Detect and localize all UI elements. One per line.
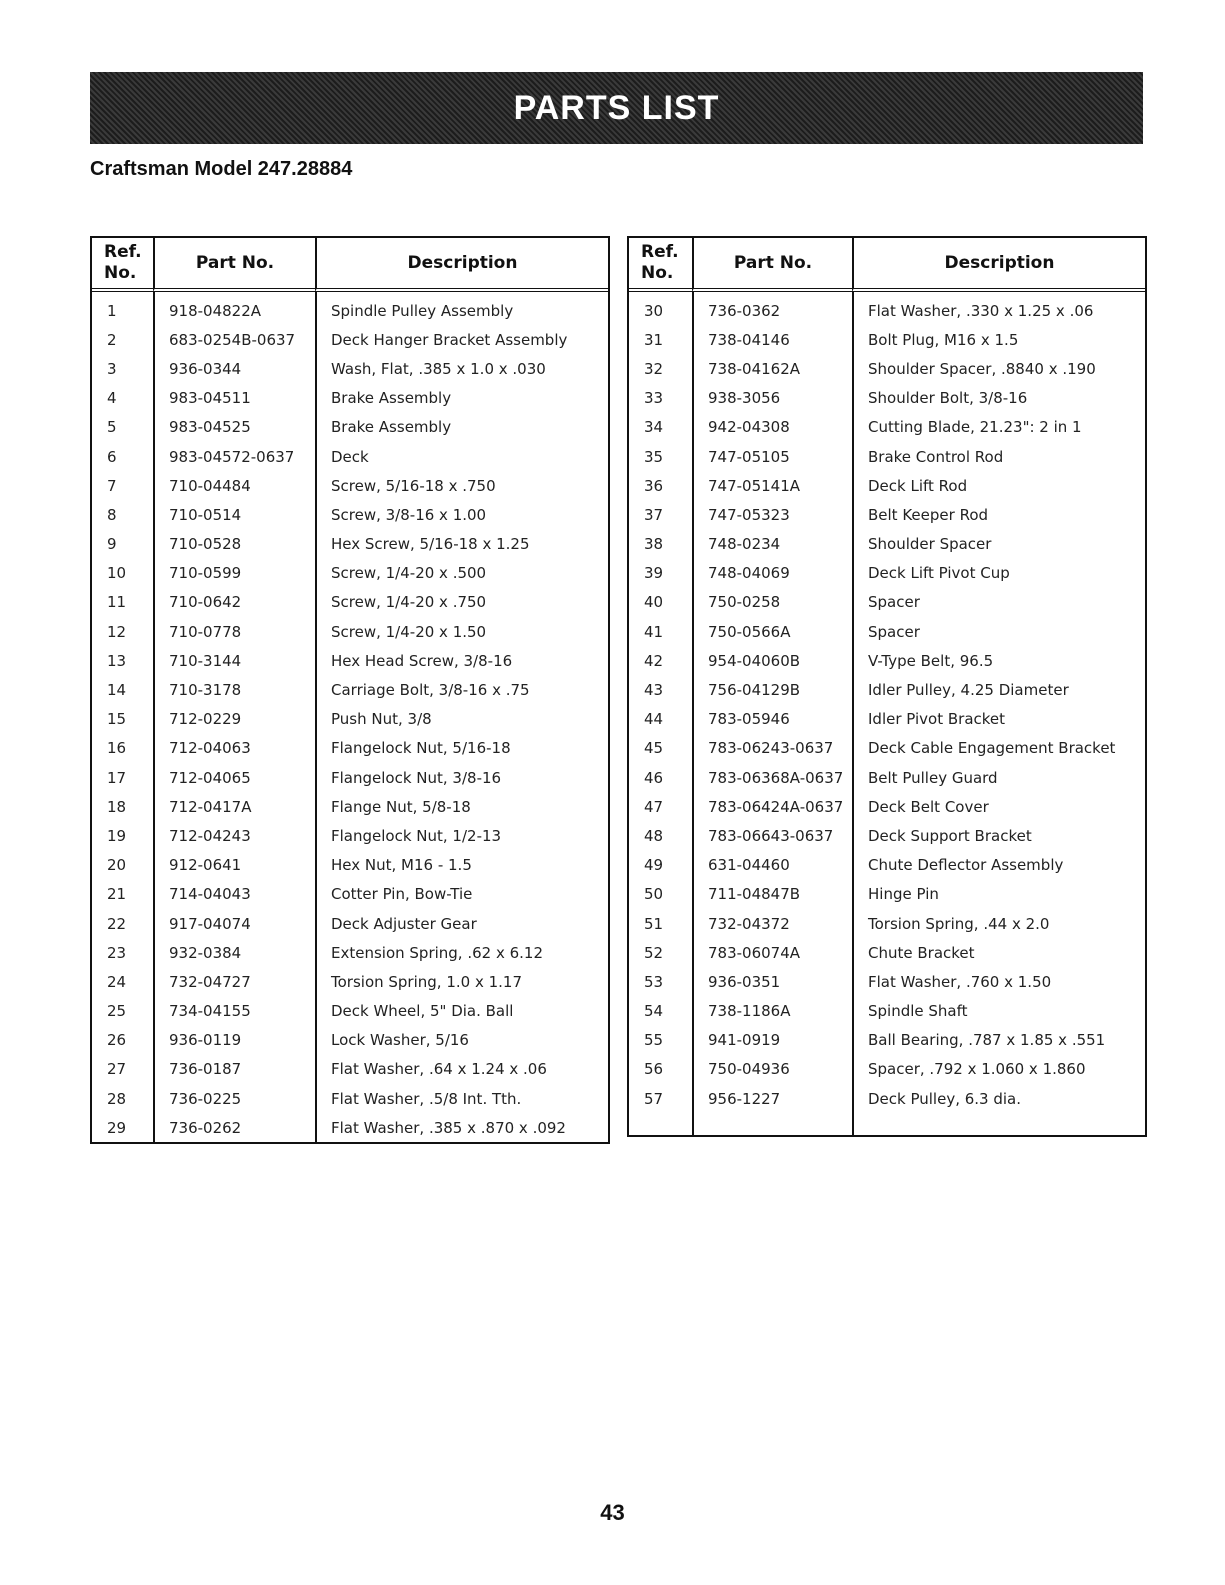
ref-no-cell: 32 bbox=[644, 359, 664, 378]
ref-no-cell: 30 bbox=[644, 301, 664, 320]
table-row bbox=[629, 763, 1145, 792]
part-no-cell: 756-04129B bbox=[692, 675, 852, 704]
description-cell: Screw, 5/16-18 x .750 bbox=[315, 471, 608, 500]
table-row bbox=[92, 880, 608, 909]
ref-no-cell: 14 bbox=[107, 681, 127, 700]
ref-no-cell: 51 bbox=[644, 914, 664, 933]
description-cell: Spacer, .792 x 1.060 x 1.860 bbox=[852, 1055, 1145, 1084]
ref-no-cell: 8 bbox=[107, 505, 117, 524]
ref-no-cell: 4 bbox=[107, 389, 117, 408]
parts-table-right bbox=[627, 236, 1147, 1137]
ref-no-cell: 39 bbox=[644, 564, 664, 583]
description-cell: Chute Bracket bbox=[852, 938, 1145, 967]
empty-row bbox=[629, 1113, 1145, 1135]
table-row bbox=[92, 851, 608, 880]
ref-no-cell: 44 bbox=[644, 710, 664, 729]
table-row bbox=[629, 997, 1145, 1026]
description-cell: Torsion Spring, .44 x 2.0 bbox=[852, 909, 1145, 938]
table-row bbox=[629, 559, 1145, 588]
ref-no-cell: 57 bbox=[644, 1089, 664, 1108]
description-cell: Hex Screw, 5/16-18 x 1.25 bbox=[315, 530, 608, 559]
ref-no-cell: 6 bbox=[107, 447, 117, 466]
description-cell: Spacer bbox=[852, 588, 1145, 617]
ref-no-cell: 55 bbox=[644, 1031, 664, 1050]
description-cell: Deck Wheel, 5" Dia. Ball bbox=[315, 997, 608, 1026]
part-no-header: Part No. bbox=[153, 238, 315, 292]
ref-no-cell: 41 bbox=[644, 622, 664, 641]
part-no-cell: 683-0254B-0637 bbox=[153, 325, 315, 354]
table-row bbox=[629, 705, 1145, 734]
part-no-cell: 748-0234 bbox=[692, 530, 852, 559]
part-no-cell: 712-0417A bbox=[153, 792, 315, 821]
description-cell: Screw, 1/4-20 x .500 bbox=[315, 559, 608, 588]
part-no-cell: 631-04460 bbox=[692, 851, 852, 880]
description-cell: Cotter Pin, Bow-Tie bbox=[315, 880, 608, 909]
ref-no-cell: 48 bbox=[644, 826, 664, 845]
part-no-cell: 710-0514 bbox=[153, 500, 315, 529]
ref-no-header bbox=[629, 238, 692, 292]
description-cell: Push Nut, 3/8 bbox=[315, 705, 608, 734]
ref-no-cell: 40 bbox=[644, 593, 664, 612]
description-cell: Deck bbox=[315, 442, 608, 471]
table-row bbox=[92, 325, 608, 354]
part-no-cell: 738-1186A bbox=[692, 997, 852, 1026]
part-no-cell: 710-0642 bbox=[153, 588, 315, 617]
part-no-cell: 750-0566A bbox=[692, 617, 852, 646]
description-cell: Belt Keeper Rod bbox=[852, 500, 1145, 529]
description-cell: Carriage Bolt, 3/8-16 x .75 bbox=[315, 675, 608, 704]
table-row bbox=[92, 675, 608, 704]
part-no-cell: 983-04525 bbox=[153, 413, 315, 442]
part-no-cell: 736-0225 bbox=[153, 1084, 315, 1113]
table-header-row bbox=[629, 238, 1145, 292]
description-cell: Deck Support Bracket bbox=[852, 821, 1145, 850]
page-number: 43 bbox=[600, 1500, 625, 1525]
description-cell: Cutting Blade, 21.23": 2 in 1 bbox=[852, 413, 1145, 442]
part-no-cell: 956-1227 bbox=[692, 1084, 852, 1113]
part-no-cell: 712-04243 bbox=[153, 821, 315, 850]
table-row bbox=[629, 500, 1145, 529]
table-row bbox=[629, 734, 1145, 763]
ref-no-cell: 53 bbox=[644, 972, 664, 991]
ref-no-cell: 29 bbox=[107, 1118, 127, 1137]
ref-no-cell: 11 bbox=[107, 593, 127, 612]
ref-no-cell: 52 bbox=[644, 943, 664, 962]
table-row bbox=[629, 646, 1145, 675]
description-cell: Hex Nut, M16 - 1.5 bbox=[315, 851, 608, 880]
parts-table-left-body bbox=[92, 292, 608, 1142]
ref-no-cell: 17 bbox=[107, 768, 127, 787]
part-no-cell: 736-0262 bbox=[153, 1113, 315, 1142]
part-no-cell: 936-0119 bbox=[153, 1026, 315, 1055]
part-no-header: Part No. bbox=[692, 238, 852, 292]
table-row bbox=[629, 909, 1145, 938]
description-cell: Torsion Spring, 1.0 x 1.17 bbox=[315, 967, 608, 996]
ref-no-cell: 56 bbox=[644, 1060, 664, 1079]
description-cell: Deck Belt Cover bbox=[852, 792, 1145, 821]
ref-no-cell: 24 bbox=[107, 972, 127, 991]
part-no-cell: 732-04727 bbox=[153, 967, 315, 996]
description-cell: Deck Lift Rod bbox=[852, 471, 1145, 500]
part-no-cell: 710-0599 bbox=[153, 559, 315, 588]
part-no-cell: 712-0229 bbox=[153, 705, 315, 734]
ref-no-cell: 20 bbox=[107, 856, 127, 875]
ref-no-cell: 10 bbox=[107, 564, 127, 583]
description-header: Description bbox=[852, 238, 1145, 292]
description-cell: Spindle Shaft bbox=[852, 997, 1145, 1026]
table-row bbox=[629, 675, 1145, 704]
table-row bbox=[92, 997, 608, 1026]
table-row bbox=[92, 530, 608, 559]
part-no-cell: 942-04308 bbox=[692, 413, 852, 442]
ref-no-cell: 18 bbox=[107, 797, 127, 816]
description-cell: Wash, Flat, .385 x 1.0 x .030 bbox=[315, 354, 608, 383]
ref-no-cell: 13 bbox=[107, 651, 127, 670]
part-no-cell: 938-3056 bbox=[692, 384, 852, 413]
part-no-cell: 748-04069 bbox=[692, 559, 852, 588]
part-no-cell: 783-06074A bbox=[692, 938, 852, 967]
ref-no-cell: 22 bbox=[107, 914, 127, 933]
table-row bbox=[92, 500, 608, 529]
banner-title: PARTS LIST bbox=[513, 88, 720, 127]
description-cell: Deck Cable Engagement Bracket bbox=[852, 734, 1145, 763]
ref-no-cell: 16 bbox=[107, 739, 127, 758]
table-row bbox=[629, 821, 1145, 850]
table-row bbox=[92, 617, 608, 646]
ref-no-cell: 1 bbox=[107, 301, 117, 320]
part-no-cell: 783-06368A-0637 bbox=[692, 763, 852, 792]
part-no-cell: 714-04043 bbox=[153, 880, 315, 909]
table-row bbox=[92, 1113, 608, 1142]
part-no-cell: 712-04063 bbox=[153, 734, 315, 763]
table-row bbox=[629, 880, 1145, 909]
ref-no-cell: 35 bbox=[644, 447, 664, 466]
ref-no-cell: 45 bbox=[644, 739, 664, 758]
ref-header-line1: Ref. bbox=[104, 242, 142, 262]
table-row bbox=[629, 617, 1145, 646]
ref-no-cell: 38 bbox=[644, 535, 664, 554]
description-cell: Shoulder Bolt, 3/8-16 bbox=[852, 384, 1145, 413]
part-no-cell: 710-0778 bbox=[153, 617, 315, 646]
table-row bbox=[92, 938, 608, 967]
table-row bbox=[92, 734, 608, 763]
table-row bbox=[629, 354, 1145, 383]
ref-no-cell: 34 bbox=[644, 418, 664, 437]
part-no-cell: 710-0528 bbox=[153, 530, 315, 559]
ref-no-cell: 36 bbox=[644, 476, 664, 495]
ref-no-cell: 47 bbox=[644, 797, 664, 816]
ref-no-cell: 25 bbox=[107, 1002, 127, 1021]
part-no-cell: 912-0641 bbox=[153, 851, 315, 880]
part-no-cell: 711-04847B bbox=[692, 880, 852, 909]
part-no-cell: 936-0344 bbox=[153, 354, 315, 383]
table-row bbox=[92, 354, 608, 383]
description-cell: Deck Hanger Bracket Assembly bbox=[315, 325, 608, 354]
description-cell: Flat Washer, .64 x 1.24 x .06 bbox=[315, 1055, 608, 1084]
description-cell: Flange Nut, 5/8-18 bbox=[315, 792, 608, 821]
table-row bbox=[629, 471, 1145, 500]
part-no-cell: 932-0384 bbox=[153, 938, 315, 967]
table-row bbox=[92, 763, 608, 792]
table-row bbox=[629, 967, 1145, 996]
description-cell: Flangelock Nut, 5/16-18 bbox=[315, 734, 608, 763]
description-cell: Ball Bearing, .787 x 1.85 x .551 bbox=[852, 1026, 1145, 1055]
ref-no-cell: 5 bbox=[107, 418, 117, 437]
table-row bbox=[92, 646, 608, 675]
table-row bbox=[92, 1026, 608, 1055]
description-cell: Chute Deflector Assembly bbox=[852, 851, 1145, 880]
table-row bbox=[92, 1084, 608, 1113]
part-no-cell: 710-3144 bbox=[153, 646, 315, 675]
ref-no-header bbox=[92, 238, 153, 292]
model-heading: Craftsman Model 247.28884 bbox=[90, 158, 353, 180]
description-header: Description bbox=[315, 238, 608, 292]
table-row bbox=[92, 384, 608, 413]
table-row bbox=[629, 1055, 1145, 1084]
table-row bbox=[92, 413, 608, 442]
description-cell: Brake Assembly bbox=[315, 413, 608, 442]
description-cell: Flangelock Nut, 1/2-13 bbox=[315, 821, 608, 850]
table-row bbox=[92, 792, 608, 821]
ref-no-cell: 9 bbox=[107, 535, 117, 554]
ref-no-cell: 49 bbox=[644, 856, 664, 875]
ref-no-cell: 31 bbox=[644, 330, 664, 349]
description-cell: V-Type Belt, 96.5 bbox=[852, 646, 1145, 675]
part-no-cell: 747-05141A bbox=[692, 471, 852, 500]
part-no-cell: 783-06643-0637 bbox=[692, 821, 852, 850]
table-row bbox=[92, 292, 608, 325]
description-cell: Flat Washer, .330 x 1.25 x .06 bbox=[852, 292, 1145, 325]
parts-list-banner bbox=[90, 72, 1143, 144]
part-no-cell: 941-0919 bbox=[692, 1026, 852, 1055]
parts-table-right-body bbox=[629, 292, 1145, 1135]
description-cell: Extension Spring, .62 x 6.12 bbox=[315, 938, 608, 967]
description-cell: Lock Washer, 5/16 bbox=[315, 1026, 608, 1055]
description-cell: Idler Pulley, 4.25 Diameter bbox=[852, 675, 1145, 704]
table-row bbox=[92, 821, 608, 850]
ref-no-cell: 27 bbox=[107, 1060, 127, 1079]
table-row bbox=[92, 442, 608, 471]
description-cell: Deck Pulley, 6.3 dia. bbox=[852, 1084, 1145, 1113]
ref-no-cell: 37 bbox=[644, 505, 664, 524]
ref-no-cell: 50 bbox=[644, 885, 664, 904]
ref-no-cell: 23 bbox=[107, 943, 127, 962]
table-row bbox=[92, 705, 608, 734]
part-no-cell: 936-0351 bbox=[692, 967, 852, 996]
part-no-cell: 918-04822A bbox=[153, 292, 315, 325]
part-no-cell: 710-04484 bbox=[153, 471, 315, 500]
description-cell: Flat Washer, .760 x 1.50 bbox=[852, 967, 1145, 996]
part-no-cell: 738-04162A bbox=[692, 354, 852, 383]
description-cell: Shoulder Spacer, .8840 x .190 bbox=[852, 354, 1145, 383]
ref-no-cell: 19 bbox=[107, 826, 127, 845]
table-row bbox=[629, 325, 1145, 354]
ref-header-line2: No. bbox=[641, 263, 674, 283]
description-cell: Bolt Plug, M16 x 1.5 bbox=[852, 325, 1145, 354]
table-row bbox=[92, 967, 608, 996]
description-cell: Brake Assembly bbox=[315, 384, 608, 413]
empty-cell bbox=[852, 1113, 1145, 1135]
ref-no-cell: 3 bbox=[107, 359, 117, 378]
part-no-cell: 783-06424A-0637 bbox=[692, 792, 852, 821]
table-header-row bbox=[92, 238, 608, 292]
description-cell: Screw, 3/8-16 x 1.00 bbox=[315, 500, 608, 529]
description-cell: Brake Control Rod bbox=[852, 442, 1145, 471]
description-cell: Flat Washer, .385 x .870 x .092 bbox=[315, 1113, 608, 1142]
ref-no-cell: 54 bbox=[644, 1002, 664, 1021]
table-row bbox=[629, 1084, 1145, 1113]
table-row bbox=[629, 851, 1145, 880]
table-row bbox=[629, 442, 1145, 471]
empty-cell bbox=[629, 1113, 692, 1135]
table-row bbox=[629, 413, 1145, 442]
ref-no-cell: 42 bbox=[644, 651, 664, 670]
table-row bbox=[92, 559, 608, 588]
description-cell: Flat Washer, .5/8 Int. Tth. bbox=[315, 1084, 608, 1113]
ref-no-cell: 28 bbox=[107, 1089, 127, 1108]
part-no-cell: 710-3178 bbox=[153, 675, 315, 704]
ref-no-cell: 33 bbox=[644, 389, 664, 408]
table-row bbox=[629, 588, 1145, 617]
part-no-cell: 750-04936 bbox=[692, 1055, 852, 1084]
part-no-cell: 736-0362 bbox=[692, 292, 852, 325]
ref-no-cell: 26 bbox=[107, 1031, 127, 1050]
ref-no-cell: 15 bbox=[107, 710, 127, 729]
part-no-cell: 734-04155 bbox=[153, 997, 315, 1026]
empty-cell bbox=[692, 1113, 852, 1135]
table-row bbox=[92, 1055, 608, 1084]
table-row bbox=[629, 292, 1145, 325]
ref-no-cell: 7 bbox=[107, 476, 117, 495]
description-cell: Screw, 1/4-20 x 1.50 bbox=[315, 617, 608, 646]
parts-table-left bbox=[90, 236, 610, 1144]
description-cell: Flangelock Nut, 3/8-16 bbox=[315, 763, 608, 792]
ref-no-cell: 2 bbox=[107, 330, 117, 349]
description-cell: Belt Pulley Guard bbox=[852, 763, 1145, 792]
part-no-cell: 983-04511 bbox=[153, 384, 315, 413]
description-cell: Hex Head Screw, 3/8-16 bbox=[315, 646, 608, 675]
description-cell: Screw, 1/4-20 x .750 bbox=[315, 588, 608, 617]
part-no-cell: 736-0187 bbox=[153, 1055, 315, 1084]
part-no-cell: 954-04060B bbox=[692, 646, 852, 675]
ref-header-line1: Ref. bbox=[641, 242, 679, 262]
ref-no-cell: 46 bbox=[644, 768, 664, 787]
table-row bbox=[92, 471, 608, 500]
part-no-cell: 750-0258 bbox=[692, 588, 852, 617]
part-no-cell: 747-05105 bbox=[692, 442, 852, 471]
part-no-cell: 783-06243-0637 bbox=[692, 734, 852, 763]
ref-no-cell: 43 bbox=[644, 681, 664, 700]
ref-no-cell: 12 bbox=[107, 622, 127, 641]
description-cell: Idler Pivot Bracket bbox=[852, 705, 1145, 734]
part-no-cell: 732-04372 bbox=[692, 909, 852, 938]
description-cell: Spacer bbox=[852, 617, 1145, 646]
ref-no-cell: 21 bbox=[107, 885, 127, 904]
table-row bbox=[92, 588, 608, 617]
part-no-cell: 738-04146 bbox=[692, 325, 852, 354]
table-row bbox=[629, 792, 1145, 821]
description-cell: Shoulder Spacer bbox=[852, 530, 1145, 559]
part-no-cell: 712-04065 bbox=[153, 763, 315, 792]
ref-header-line2: No. bbox=[104, 263, 137, 283]
table-row bbox=[92, 909, 608, 938]
table-row bbox=[629, 1026, 1145, 1055]
description-cell: Deck Adjuster Gear bbox=[315, 909, 608, 938]
part-no-cell: 783-05946 bbox=[692, 705, 852, 734]
description-cell: Spindle Pulley Assembly bbox=[315, 292, 608, 325]
table-row bbox=[629, 530, 1145, 559]
part-no-cell: 747-05323 bbox=[692, 500, 852, 529]
description-cell: Deck Lift Pivot Cup bbox=[852, 559, 1145, 588]
table-row bbox=[629, 384, 1145, 413]
part-no-cell: 917-04074 bbox=[153, 909, 315, 938]
part-no-cell: 983-04572-0637 bbox=[153, 442, 315, 471]
table-row bbox=[629, 938, 1145, 967]
description-cell: Hinge Pin bbox=[852, 880, 1145, 909]
